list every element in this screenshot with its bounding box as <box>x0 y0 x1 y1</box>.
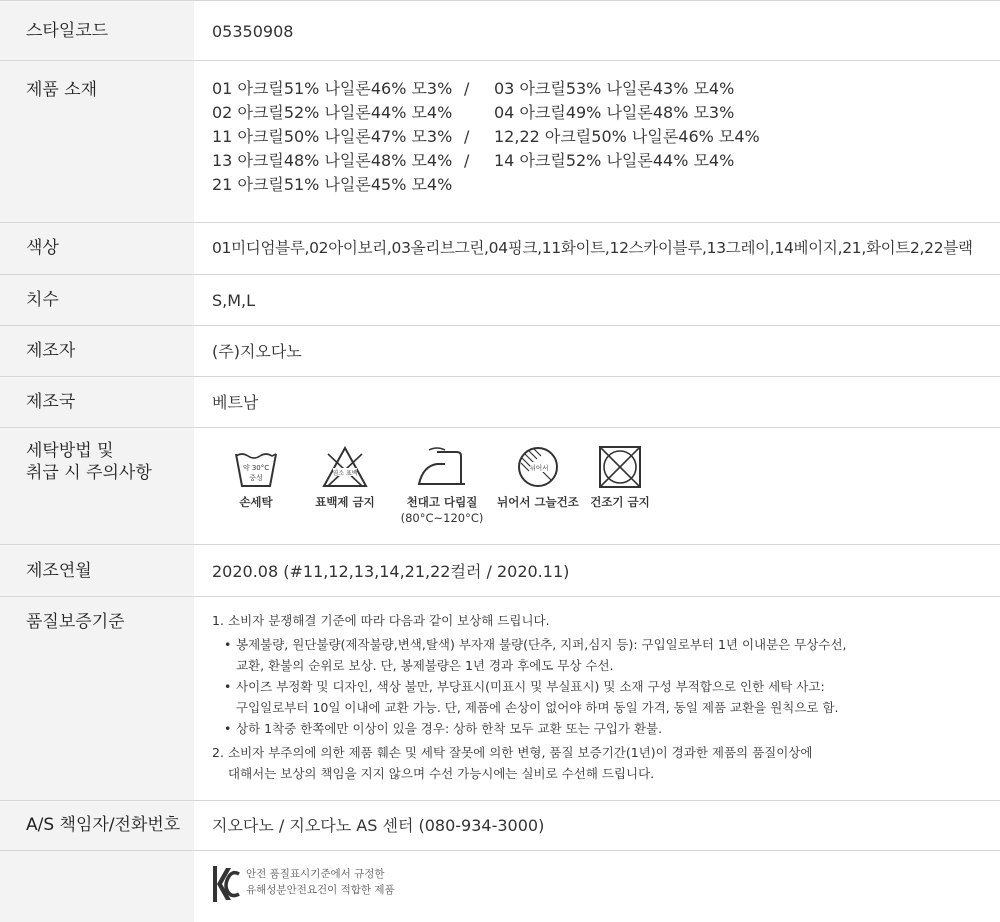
quality-item-text: 대해서는 보상의 책임을 지지 않으며 수선 가능시에는 실비로 수선해 드립니다. <box>228 766 655 781</box>
quality-item-text: 소비자 분쟁해결 기준에 따라 다음과 같이 보상해 드립니다. <box>228 613 550 628</box>
maker-value: (주)지오다노 <box>212 342 302 361</box>
row-color <box>0 223 1000 275</box>
material-list <box>194 61 1000 222</box>
kc-text-line2: 유해성분안전요건이 적합한 제품 <box>246 884 395 896</box>
size-value: S,M,L <box>212 291 256 310</box>
quality-item-2 <box>212 742 1000 784</box>
wash-item-no-tumble-dry <box>586 444 654 526</box>
material-row <box>212 149 1000 173</box>
no-bleach-label: 표백제 금지 <box>315 495 375 509</box>
material-label: 제품 소재 <box>0 61 194 222</box>
quality-item-1 <box>212 610 1000 631</box>
color-value: 01미디엄블루,02아이보리,03올리브그린,04핑크,11화이트,12스카이블루,13그레이,14베이지,21,화이트2,22블랙 <box>212 239 973 257</box>
row-maker <box>0 326 1000 377</box>
row-manufacture-date <box>0 545 1000 597</box>
material-row <box>212 101 1000 125</box>
style-code-value: 05350908 <box>212 22 294 41</box>
material-left: 01 아크릴51% 나일론46% 모3% <box>212 79 453 98</box>
row-quality-guarantee <box>0 597 1000 801</box>
hand-wash-label: 손세탁 <box>239 495 273 509</box>
material-separator: / <box>464 127 470 146</box>
quality-bullet-line: 교환, 환불의 순위로 보상. 단, 봉제불량은 1년 경과 후에도 무상 수선. <box>236 658 614 673</box>
kc-mark-icon <box>212 864 240 904</box>
quality-bullet: • 상하 1착중 한쪽에만 이상이 있을 경우: 상하 한착 모두 교환 또는 구입가 환불. <box>224 718 1000 739</box>
maker-label: 제조자 <box>0 326 194 376</box>
no-tumble-dry-icon <box>596 444 644 490</box>
as-value: 지오다노 / 지오다노 AS 센터 (080-934-3000) <box>212 816 545 835</box>
row-wash-care <box>0 428 1000 545</box>
quality-label: 품질보증기준 <box>0 597 194 800</box>
quality-bullet-list <box>212 634 1000 739</box>
wash-care-label <box>0 428 194 544</box>
material-separator <box>464 173 494 197</box>
material-left: 11 아크릴50% 나일론47% 모3% <box>212 127 453 146</box>
wash-care-label-line2: 취급 시 주의사항 <box>26 463 152 483</box>
no-bleach-icon <box>320 444 370 490</box>
color-label: 색상 <box>0 223 194 274</box>
quality-bullet-line: 봉제불량, 원단불량(제작불량,변색,탈색) 부자재 불량(단추, 지퍼,심지 등): 구입일로부터 1년 이내분은 무상수선, <box>236 637 847 652</box>
wash-care-icons <box>194 428 1000 544</box>
date-value: 2020.08 (#11,12,13,14,21,22컬러 / 2020.11) <box>212 562 570 581</box>
lay-flat-dry-icon <box>513 444 563 490</box>
quality-item-number: 1. <box>212 613 224 628</box>
hand-wash-icon <box>232 444 280 490</box>
row-style-code <box>0 1 1000 61</box>
wash-item-no-bleach <box>298 444 392 526</box>
quality-bullet: • 봉제불량, 원단불량(제작불량,변색,탈색) 부자재 불량(단추, 지퍼,심지 등): 구입일로부터 1년 이내분은 무상수선, 교환, 환불의 순위로 보상. 단, 봉제불량은 1년 경과 후에도 무상 수선. <box>224 634 1000 676</box>
material-right: 12,22 아크릴50% 나일론46% 모4% <box>494 127 760 146</box>
row-material <box>0 61 1000 223</box>
date-label: 제조연월 <box>0 545 194 596</box>
material-left: 13 아크릴48% 나일론48% 모4% <box>212 151 453 170</box>
style-code-label: 스타일코드 <box>0 1 194 60</box>
material-row <box>212 173 1000 197</box>
material-row <box>212 125 1000 149</box>
wash-item-dry-flat-shade <box>490 444 586 526</box>
dry-flat-shade-label: 뉘어서 그늘건조 <box>497 495 579 509</box>
hand-wash-temp: 약 30°C <box>242 464 270 472</box>
iron-temp-range: (80°C~120°C) <box>400 511 484 525</box>
material-left: 21 아크릴51% 나일론45% 모4% <box>212 175 453 194</box>
iron-icon <box>415 444 469 490</box>
size-label: 치수 <box>0 275 194 325</box>
material-left: 02 아크릴52% 나일론44% 모4% <box>212 103 453 122</box>
row-size <box>0 275 1000 326</box>
row-country <box>0 377 1000 428</box>
kc-label-cell <box>0 851 194 922</box>
wash-item-iron <box>396 444 488 526</box>
quality-item-number: 2. <box>212 745 224 760</box>
row-kc-certification <box>0 851 1000 922</box>
country-label: 제조국 <box>0 377 194 427</box>
wash-care-label-line1: 세탁방법 및 <box>26 441 114 461</box>
quality-bullet-line: 구입일로부터 10일 이내에 교환 가능. 단, 제품에 손상이 없어야 하며 동일 가격, 동일 제품 교환을 원칙으로 함. <box>236 700 839 715</box>
country-value: 베트남 <box>212 393 259 412</box>
quality-text <box>194 597 1000 800</box>
quality-bullet-line: 상하 1착중 한쪽에만 이상이 있을 경우: 상하 한착 모두 교환 또는 구입가 환불. <box>236 721 663 736</box>
lay-flat-dry-text: 뉘어서 <box>529 464 549 472</box>
material-separator <box>464 101 494 125</box>
material-row <box>212 77 1000 101</box>
hand-wash-neutral: 중성 <box>249 474 263 482</box>
kc-text-line1: 안전 품질표시기준에서 규정한 <box>246 868 385 880</box>
material-right: 03 아크릴53% 나일론43% 모4% <box>494 79 735 98</box>
material-separator: / <box>464 79 470 98</box>
quality-bullet-line: 사이즈 부정확 및 디자인, 색상 불만, 부당표시(미표시 및 부실표시) 및 소재 구성 부적합으로 인한 세탁 사고: <box>236 679 825 694</box>
kc-text <box>246 864 395 898</box>
material-separator: / <box>464 151 470 170</box>
kc-mark-cell <box>194 851 1000 922</box>
no-tumble-dry-label: 건조기 금지 <box>590 495 650 509</box>
quality-bullet: • 사이즈 부정확 및 디자인, 색상 불만, 부당표시(미표시 및 부실표시) 및 소재 구성 부적합으로 인한 세탁 사고: 구입일로부터 10일 이내에 교환 가능. 단, 제품에 손상이 없어야 하며 동일 가격, 동일 제품 교환을 원칙으로 함. <box>224 676 1000 718</box>
material-right: 04 아크릴49% 나일론48% 모3% <box>494 103 735 122</box>
material-right: 14 아크릴52% 나일론44% 모4% <box>494 151 735 170</box>
iron-label: 천대고 다림질 <box>406 495 478 509</box>
wash-item-hand-wash <box>216 444 296 526</box>
row-after-service <box>0 801 1000 851</box>
quality-item-text: 소비자 부주의에 의한 제품 훼손 및 세탁 잘못에 의한 변형, 품질 보증기간(1년)이 경과한 제품의 품질이상에 <box>228 745 813 760</box>
no-bleach-text: 염소 표백 <box>332 470 358 477</box>
as-label: A/S 책임자/전화번호 <box>0 801 194 850</box>
